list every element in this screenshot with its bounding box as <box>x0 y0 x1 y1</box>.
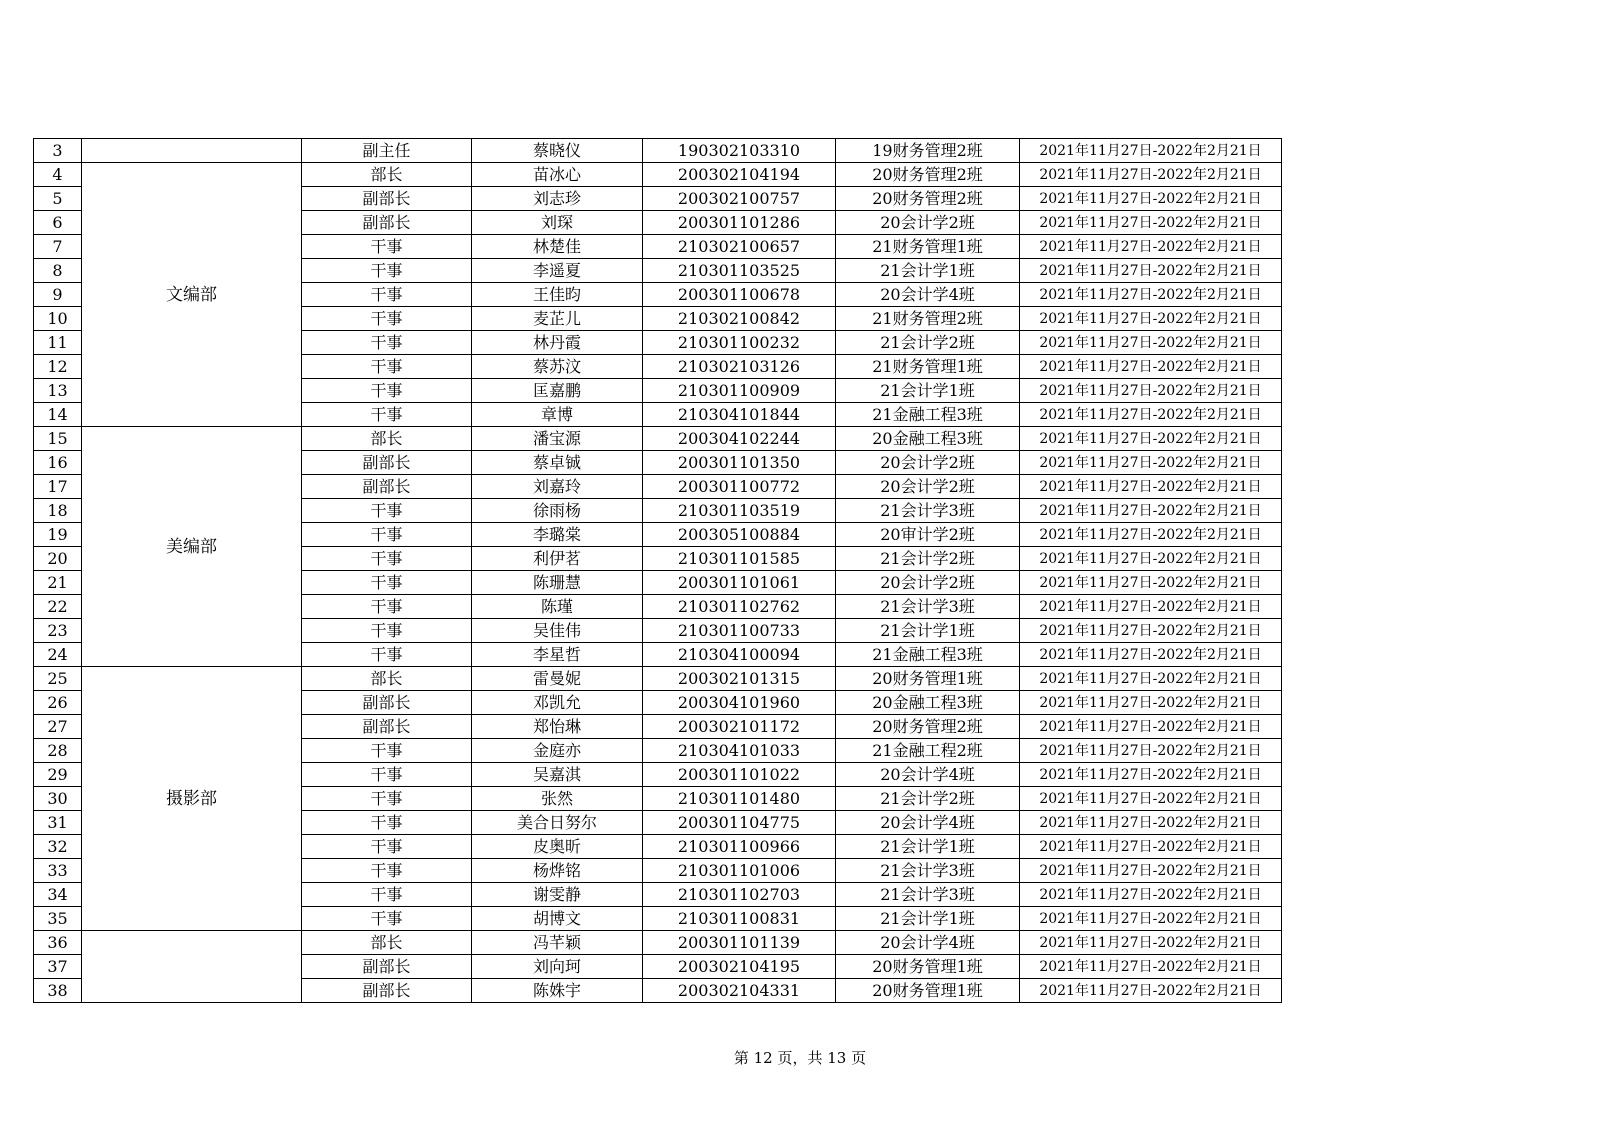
name-cell: 麦芷儿 <box>472 307 643 331</box>
row-number-cell: 6 <box>34 211 82 235</box>
row-number-cell: 3 <box>34 139 82 163</box>
period-cell: 2021年11月27日-2022年2月21日 <box>1020 427 1282 451</box>
name-cell: 冯芊颖 <box>472 931 643 955</box>
position-cell: 干事 <box>302 619 472 643</box>
position-cell: 副部长 <box>302 475 472 499</box>
position-cell: 干事 <box>302 763 472 787</box>
student-id-cell: 210301100831 <box>643 907 836 931</box>
row-number-cell: 15 <box>34 427 82 451</box>
position-cell: 副部长 <box>302 211 472 235</box>
name-cell: 林丹霞 <box>472 331 643 355</box>
student-id-cell: 210304101844 <box>643 403 836 427</box>
class-cell: 21金融工程3班 <box>836 643 1020 667</box>
student-id-cell: 210301103525 <box>643 259 836 283</box>
class-cell: 20财务管理1班 <box>836 979 1020 1003</box>
row-number-cell: 25 <box>34 667 82 691</box>
student-id-cell: 200302100757 <box>643 187 836 211</box>
class-cell: 21会计学2班 <box>836 547 1020 571</box>
table-row <box>34 427 1282 451</box>
period-cell: 2021年11月27日-2022年2月21日 <box>1020 571 1282 595</box>
row-number-cell: 9 <box>34 283 82 307</box>
row-number-cell: 32 <box>34 835 82 859</box>
student-id-cell: 210304101033 <box>643 739 836 763</box>
student-id-cell: 200301101286 <box>643 211 836 235</box>
row-number-cell: 27 <box>34 715 82 739</box>
name-cell: 张然 <box>472 787 643 811</box>
position-cell: 部长 <box>302 163 472 187</box>
period-cell: 2021年11月27日-2022年2月21日 <box>1020 715 1282 739</box>
name-cell: 吴佳伟 <box>472 619 643 643</box>
row-number-cell: 23 <box>34 619 82 643</box>
class-cell: 21财务管理1班 <box>836 355 1020 379</box>
class-cell: 20会计学4班 <box>836 763 1020 787</box>
student-id-cell: 210301101585 <box>643 547 836 571</box>
name-cell: 李璐棠 <box>472 523 643 547</box>
position-cell: 干事 <box>302 283 472 307</box>
name-cell: 潘宝源 <box>472 427 643 451</box>
position-cell: 干事 <box>302 883 472 907</box>
class-cell: 21会计学1班 <box>836 619 1020 643</box>
student-id-cell: 210304100094 <box>643 643 836 667</box>
student-id-cell: 190302103310 <box>643 139 836 163</box>
period-cell: 2021年11月27日-2022年2月21日 <box>1020 331 1282 355</box>
row-number-cell: 28 <box>34 739 82 763</box>
class-cell: 20会计学4班 <box>836 931 1020 955</box>
name-cell: 刘向珂 <box>472 955 643 979</box>
student-id-cell: 210301102762 <box>643 595 836 619</box>
name-cell: 章博 <box>472 403 643 427</box>
period-cell: 2021年11月27日-2022年2月21日 <box>1020 691 1282 715</box>
row-number-cell: 33 <box>34 859 82 883</box>
class-cell: 20财务管理1班 <box>836 667 1020 691</box>
position-cell: 干事 <box>302 523 472 547</box>
period-cell: 2021年11月27日-2022年2月21日 <box>1020 139 1282 163</box>
name-cell: 皮奥昕 <box>472 835 643 859</box>
student-id-cell: 200301101139 <box>643 931 836 955</box>
position-cell: 部长 <box>302 667 472 691</box>
position-cell: 干事 <box>302 571 472 595</box>
position-cell: 干事 <box>302 499 472 523</box>
row-number-cell: 26 <box>34 691 82 715</box>
department-cell <box>82 931 302 1003</box>
name-cell: 苗冰心 <box>472 163 643 187</box>
position-cell: 干事 <box>302 235 472 259</box>
row-number-cell: 7 <box>34 235 82 259</box>
name-cell: 陈瑾 <box>472 595 643 619</box>
student-id-cell: 210302100842 <box>643 307 836 331</box>
student-id-cell: 210302103126 <box>643 355 836 379</box>
student-id-cell: 200302101172 <box>643 715 836 739</box>
name-cell: 刘志珍 <box>472 187 643 211</box>
class-cell: 21会计学1班 <box>836 259 1020 283</box>
name-cell: 匡嘉鹏 <box>472 379 643 403</box>
period-cell: 2021年11月27日-2022年2月21日 <box>1020 883 1282 907</box>
class-cell: 20财务管理2班 <box>836 187 1020 211</box>
row-number-cell: 8 <box>34 259 82 283</box>
table-row <box>34 931 1282 955</box>
class-cell: 20审计学2班 <box>836 523 1020 547</box>
row-number-cell: 20 <box>34 547 82 571</box>
class-cell: 19财务管理2班 <box>836 139 1020 163</box>
name-cell: 雷曼妮 <box>472 667 643 691</box>
student-id-cell: 210301103519 <box>643 499 836 523</box>
period-cell: 2021年11月27日-2022年2月21日 <box>1020 643 1282 667</box>
position-cell: 副部长 <box>302 979 472 1003</box>
period-cell: 2021年11月27日-2022年2月21日 <box>1020 667 1282 691</box>
row-number-cell: 4 <box>34 163 82 187</box>
class-cell: 21会计学1班 <box>836 835 1020 859</box>
period-cell: 2021年11月27日-2022年2月21日 <box>1020 283 1282 307</box>
name-cell: 陈姝宇 <box>472 979 643 1003</box>
student-id-cell: 210301100232 <box>643 331 836 355</box>
name-cell: 吴嘉淇 <box>472 763 643 787</box>
student-id-cell: 210301101480 <box>643 787 836 811</box>
row-number-cell: 5 <box>34 187 82 211</box>
class-cell: 20金融工程3班 <box>836 691 1020 715</box>
class-cell: 21会计学3班 <box>836 859 1020 883</box>
row-number-cell: 34 <box>34 883 82 907</box>
name-cell: 蔡苏汶 <box>472 355 643 379</box>
position-cell: 干事 <box>302 907 472 931</box>
table-row <box>34 163 1282 187</box>
class-cell: 21金融工程2班 <box>836 739 1020 763</box>
row-number-cell: 35 <box>34 907 82 931</box>
name-cell: 金庭亦 <box>472 739 643 763</box>
student-id-cell: 200301101350 <box>643 451 836 475</box>
class-cell: 20财务管理2班 <box>836 163 1020 187</box>
period-cell: 2021年11月27日-2022年2月21日 <box>1020 211 1282 235</box>
position-cell: 干事 <box>302 643 472 667</box>
student-id-cell: 200301101061 <box>643 571 836 595</box>
table-row <box>34 667 1282 691</box>
position-cell: 干事 <box>302 859 472 883</box>
name-cell: 邓凯允 <box>472 691 643 715</box>
period-cell: 2021年11月27日-2022年2月21日 <box>1020 907 1282 931</box>
position-cell: 干事 <box>302 355 472 379</box>
period-cell: 2021年11月27日-2022年2月21日 <box>1020 355 1282 379</box>
position-cell: 副部长 <box>302 187 472 211</box>
student-id-cell: 210301100733 <box>643 619 836 643</box>
student-id-cell: 200302101315 <box>643 667 836 691</box>
position-cell: 副部长 <box>302 451 472 475</box>
name-cell: 郑怡琳 <box>472 715 643 739</box>
period-cell: 2021年11月27日-2022年2月21日 <box>1020 835 1282 859</box>
position-cell: 干事 <box>302 739 472 763</box>
name-cell: 徐雨杨 <box>472 499 643 523</box>
position-cell: 干事 <box>302 379 472 403</box>
period-cell: 2021年11月27日-2022年2月21日 <box>1020 955 1282 979</box>
name-cell: 李星哲 <box>472 643 643 667</box>
member-table <box>33 138 1282 1003</box>
class-cell: 20会计学2班 <box>836 571 1020 595</box>
position-cell: 干事 <box>302 835 472 859</box>
student-id-cell: 210301100966 <box>643 835 836 859</box>
class-cell: 21会计学3班 <box>836 883 1020 907</box>
period-cell: 2021年11月27日-2022年2月21日 <box>1020 475 1282 499</box>
student-id-cell: 210301100909 <box>643 379 836 403</box>
name-cell: 陈珊慧 <box>472 571 643 595</box>
name-cell: 刘琛 <box>472 211 643 235</box>
student-id-cell: 210301101006 <box>643 859 836 883</box>
period-cell: 2021年11月27日-2022年2月21日 <box>1020 187 1282 211</box>
period-cell: 2021年11月27日-2022年2月21日 <box>1020 547 1282 571</box>
position-cell: 副主任 <box>302 139 472 163</box>
name-cell: 王佳昀 <box>472 283 643 307</box>
position-cell: 干事 <box>302 547 472 571</box>
student-id-cell: 210302100657 <box>643 235 836 259</box>
class-cell: 20金融工程3班 <box>836 427 1020 451</box>
period-cell: 2021年11月27日-2022年2月21日 <box>1020 523 1282 547</box>
student-id-cell: 210301102703 <box>643 883 836 907</box>
row-number-cell: 18 <box>34 499 82 523</box>
row-number-cell: 10 <box>34 307 82 331</box>
period-cell: 2021年11月27日-2022年2月21日 <box>1020 931 1282 955</box>
row-number-cell: 21 <box>34 571 82 595</box>
period-cell: 2021年11月27日-2022年2月21日 <box>1020 235 1282 259</box>
period-cell: 2021年11月27日-2022年2月21日 <box>1020 763 1282 787</box>
period-cell: 2021年11月27日-2022年2月21日 <box>1020 163 1282 187</box>
period-cell: 2021年11月27日-2022年2月21日 <box>1020 499 1282 523</box>
class-cell: 21会计学2班 <box>836 787 1020 811</box>
class-cell: 21会计学1班 <box>836 907 1020 931</box>
department-cell: 文编部 <box>82 163 302 427</box>
row-number-cell: 13 <box>34 379 82 403</box>
position-cell: 干事 <box>302 307 472 331</box>
row-number-cell: 38 <box>34 979 82 1003</box>
student-id-cell: 200301100772 <box>643 475 836 499</box>
class-cell: 20财务管理2班 <box>836 715 1020 739</box>
row-number-cell: 14 <box>34 403 82 427</box>
name-cell: 杨烨铭 <box>472 859 643 883</box>
row-number-cell: 37 <box>34 955 82 979</box>
row-number-cell: 31 <box>34 811 82 835</box>
page-number-footer: 第 12 页，共 13 页 <box>733 1049 867 1067</box>
period-cell: 2021年11月27日-2022年2月21日 <box>1020 979 1282 1003</box>
row-number-cell: 24 <box>34 643 82 667</box>
class-cell: 21财务管理2班 <box>836 307 1020 331</box>
position-cell: 干事 <box>302 259 472 283</box>
period-cell: 2021年11月27日-2022年2月21日 <box>1020 403 1282 427</box>
period-cell: 2021年11月27日-2022年2月21日 <box>1020 739 1282 763</box>
position-cell: 干事 <box>302 403 472 427</box>
student-id-cell: 200302104195 <box>643 955 836 979</box>
position-cell: 部长 <box>302 931 472 955</box>
department-cell: 美编部 <box>82 427 302 667</box>
student-id-cell: 200301101022 <box>643 763 836 787</box>
table-row <box>34 139 1282 163</box>
position-cell: 副部长 <box>302 715 472 739</box>
department-cell: 摄影部 <box>82 667 302 931</box>
class-cell: 21会计学2班 <box>836 331 1020 355</box>
class-cell: 21会计学3班 <box>836 499 1020 523</box>
class-cell: 21财务管理1班 <box>836 235 1020 259</box>
department-cell <box>82 139 302 163</box>
row-number-cell: 29 <box>34 763 82 787</box>
student-id-cell: 200304102244 <box>643 427 836 451</box>
position-cell: 部长 <box>302 427 472 451</box>
position-cell: 干事 <box>302 595 472 619</box>
class-cell: 21会计学1班 <box>836 379 1020 403</box>
class-cell: 21金融工程3班 <box>836 403 1020 427</box>
row-number-cell: 19 <box>34 523 82 547</box>
row-number-cell: 16 <box>34 451 82 475</box>
row-number-cell: 36 <box>34 931 82 955</box>
row-number-cell: 12 <box>34 355 82 379</box>
student-id-cell: 200301100678 <box>643 283 836 307</box>
class-cell: 20会计学4班 <box>836 283 1020 307</box>
student-id-cell: 200302104331 <box>643 979 836 1003</box>
period-cell: 2021年11月27日-2022年2月21日 <box>1020 619 1282 643</box>
row-number-cell: 11 <box>34 331 82 355</box>
student-id-cell: 200301104775 <box>643 811 836 835</box>
name-cell: 蔡晓仪 <box>472 139 643 163</box>
period-cell: 2021年11月27日-2022年2月21日 <box>1020 379 1282 403</box>
class-cell: 20会计学4班 <box>836 811 1020 835</box>
period-cell: 2021年11月27日-2022年2月21日 <box>1020 595 1282 619</box>
period-cell: 2021年11月27日-2022年2月21日 <box>1020 451 1282 475</box>
class-cell: 21会计学3班 <box>836 595 1020 619</box>
class-cell: 20会计学2班 <box>836 451 1020 475</box>
name-cell: 美合日努尔 <box>472 811 643 835</box>
student-id-cell: 200302104194 <box>643 163 836 187</box>
member-table-body <box>34 139 1282 1003</box>
class-cell: 20财务管理1班 <box>836 955 1020 979</box>
class-cell: 20会计学2班 <box>836 211 1020 235</box>
row-number-cell: 22 <box>34 595 82 619</box>
row-number-cell: 17 <box>34 475 82 499</box>
name-cell: 蔡卓铖 <box>472 451 643 475</box>
class-cell: 20会计学2班 <box>836 475 1020 499</box>
period-cell: 2021年11月27日-2022年2月21日 <box>1020 259 1282 283</box>
period-cell: 2021年11月27日-2022年2月21日 <box>1020 787 1282 811</box>
name-cell: 林楚佳 <box>472 235 643 259</box>
period-cell: 2021年11月27日-2022年2月21日 <box>1020 811 1282 835</box>
name-cell: 胡博文 <box>472 907 643 931</box>
name-cell: 刘嘉玲 <box>472 475 643 499</box>
name-cell: 谢雯静 <box>472 883 643 907</box>
position-cell: 干事 <box>302 811 472 835</box>
student-id-cell: 200305100884 <box>643 523 836 547</box>
position-cell: 副部长 <box>302 955 472 979</box>
name-cell: 利伊茗 <box>472 547 643 571</box>
period-cell: 2021年11月27日-2022年2月21日 <box>1020 307 1282 331</box>
position-cell: 干事 <box>302 787 472 811</box>
position-cell: 干事 <box>302 331 472 355</box>
position-cell: 副部长 <box>302 691 472 715</box>
row-number-cell: 30 <box>34 787 82 811</box>
name-cell: 李遥夏 <box>472 259 643 283</box>
period-cell: 2021年11月27日-2022年2月21日 <box>1020 859 1282 883</box>
student-id-cell: 200304101960 <box>643 691 836 715</box>
